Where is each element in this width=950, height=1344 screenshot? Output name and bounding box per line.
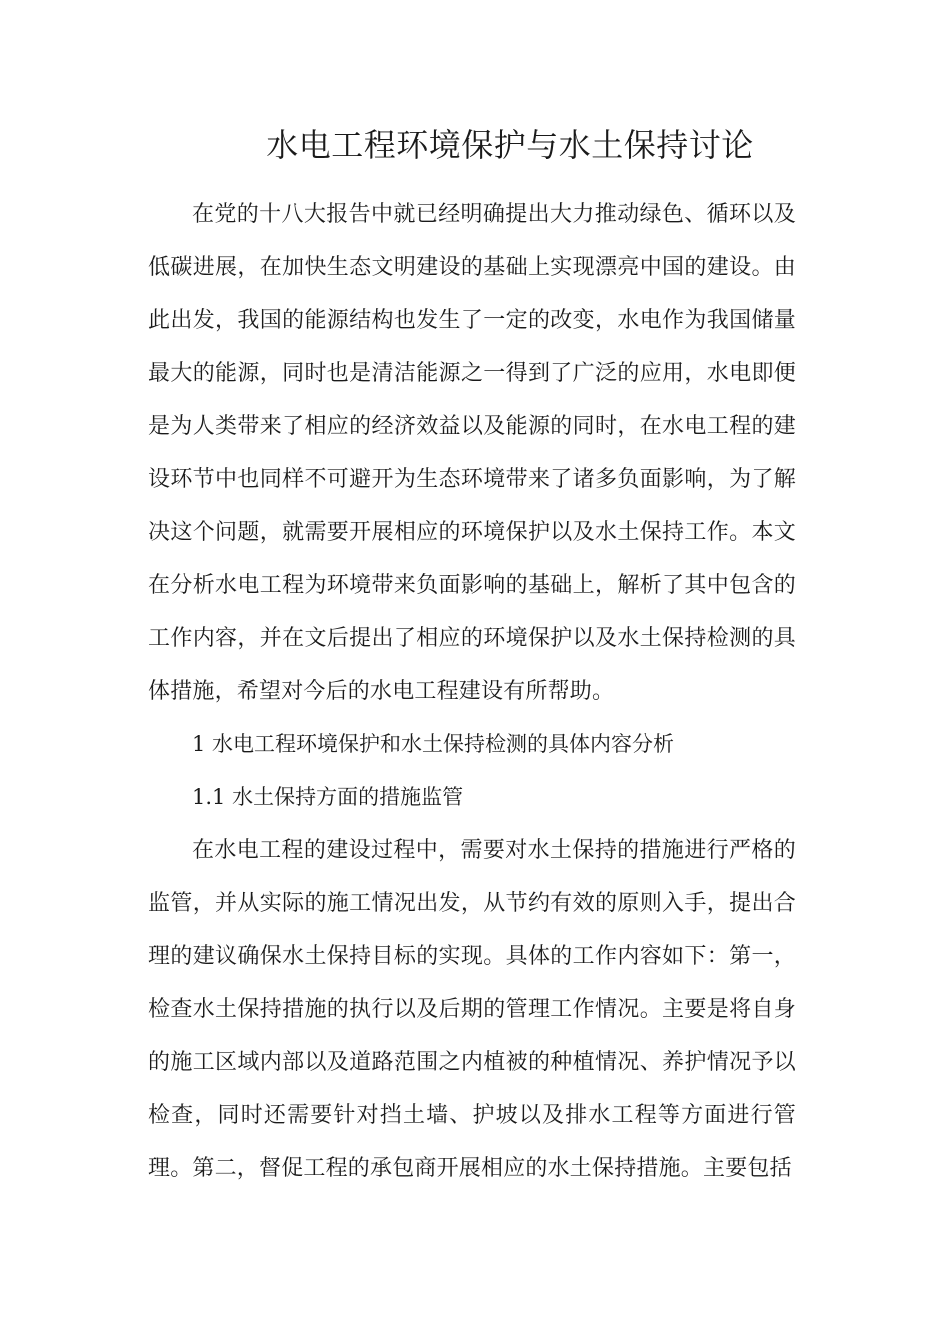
section-heading-1: 1 水电工程环境保护和水土保持检测的具体内容分析 [192,732,675,756]
document-title: 水电工程环境保护与水土保持讨论 [266,126,754,164]
document-body [148,188,796,1195]
section-1-1-paragraph: 在水电工程的建设过程中，需要对水土保持的措施进行严格的监管，并从实际的施工情况出发，从节约有效的原则入手，提出合理的建议确保水土保持目标的实现。具体的工作内容如下：第一，检查水土保持措施的执行以及后期的管理工作情况。主要是将自身的施工区域内部以及道路范围之内植被的种植情况、养护情况予以检查，同时还需要针对挡土墙、护坡以及排水工程等方面进行管理。第二，督促工程的承包商开展相应的水土保持措施。主要包括 [148,838,796,1181]
intro-paragraph: 在党的十八大报告中就已经明确提出大力推动绿色、循环以及低碳进展，在加快生态文明建设的基础上实现漂亮中国的建设。由此出发，我国的能源结构也发生了一定的改变，水电作为我国储量最大的能源，同时也是清洁能源之一得到了广泛的应用，水电即便是为人类带来了相应的经济效益以及能源的同时，在水电工程的建设环节中也同样不可避开为生态环境带来了诸多负面影响，为了解决这个问题，就需要开展相应的环境保护以及水土保持工作。本文在分析水电工程为环境带来负面影响的基础上，解析了其中包含的工作内容，并在文后提出了相应的环境保护以及水土保持检测的具体措施，希望对今后的水电工程建设有所帮助。 [148,202,796,704]
subsection-heading-1-1: 1.1 水土保持方面的措施监管 [192,785,464,809]
